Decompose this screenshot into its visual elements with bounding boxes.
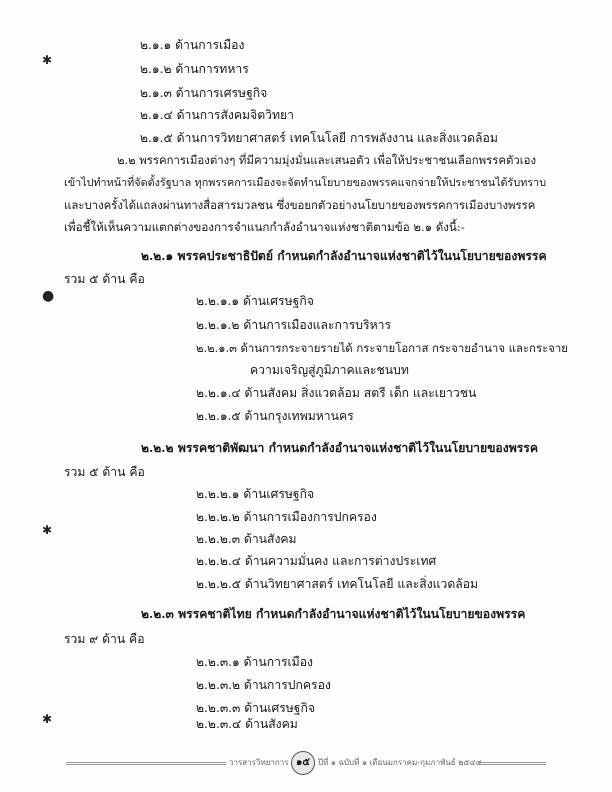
section-2-1-4: ๒.๑.๔ ด้านการสังคมจิตวิทยา	[140, 108, 294, 122]
item-2-2-3-1: ๒.๒.๓.๑ ด้านการเมือง	[196, 655, 313, 669]
footer-rule-left	[66, 762, 226, 765]
footer-rule-right	[478, 762, 546, 765]
footer-issue: ปีที่ ๑ ฉบับที่ ๑ เดือนมกราคม-กุมภาพันธ์ ๒๕๔๔	[318, 758, 482, 767]
page-number: ๑๕	[291, 751, 315, 775]
item-2-2-1-4: ๒.๒.๑.๔ ด้านสังคม สิ่งแวดล้อม สตรี เด็ก และเยาวชน	[196, 386, 477, 400]
item-2-2-2-4: ๒.๒.๒.๔ ด้านความมั่นคง และการต่างประเทศ	[196, 554, 437, 568]
section-2-2-1-heading: ๒.๒.๑ พรรคประชาธิปัตย์ กำหนดกำลังอำนาจแห่งชาติไว้ในนโยบายของพรรค	[141, 249, 547, 263]
punch-mark-icon: ✱	[42, 523, 53, 537]
item-2-2-3-4: ๒.๒.๓.๔ ด้านสังคม	[196, 717, 298, 731]
item-2-2-1-2: ๒.๒.๑.๒ ด้านการเมืองและการบริหาร	[196, 318, 392, 332]
section-2-2-3-count: รวม ๙ ด้าน คือ	[64, 632, 145, 646]
punch-mark-icon: ✱	[42, 712, 53, 726]
item-2-2-1-5: ๒.๒.๑.๕ ด้านกรุงเทพมหานคร	[196, 409, 354, 423]
punch-mark-icon: ●	[42, 288, 55, 304]
item-2-2-1-3: ๒.๒.๑.๓ ด้านการกระจายรายได้ กระจายโอกาส กระจายอำนาจ และกระจาย	[196, 341, 568, 355]
section-2-1-2: ๒.๑.๒ ด้านการทหาร	[140, 62, 249, 76]
item-2-2-2-2: ๒.๒.๒.๒ ด้านการเมืองการปกครอง	[196, 510, 377, 524]
section-2-2-2-heading: ๒.๒.๒ พรรคชาติพัฒนา กำหนดกำลังอำนาจแห่งชาติไว้ในนโยบายของพรรค	[141, 441, 538, 455]
punch-mark-icon: ✱	[42, 53, 53, 67]
section-2-2-3-heading: ๒.๒.๓ พรรคชาติไทย กำหนดกำลังอำนาจแห่งชาติไว้ในนโยบายของพรรค	[141, 607, 526, 621]
para-2-2-line3: และบางครั้งได้แถลงผ่านทางสื่อสารมวลชน ซึ่งขอยกตัวอย่างนโยบายของพรรคการเมืองบางพรรค	[64, 198, 536, 212]
item-2-2-1-1: ๒.๒.๑.๑ ด้านเศรษฐกิจ	[196, 294, 314, 308]
section-2-1-3: ๒.๑.๓ ด้านการเศรษฐกิจ	[140, 86, 268, 100]
footer-journal: วารสารวิทยาการ	[229, 758, 289, 767]
item-2-2-1-3-cont: ความเจริญสู่ภูมิภาคและชนบท	[250, 363, 409, 377]
para-2-2-line2: เข้าไปทำหน้าที่จัดตั้งรัฐบาล ทุกพรรคการเมืองจะจัดทำนโยบายของพรรคแจกจ่ายให้ประชาชนได้รับทราบ	[64, 176, 547, 189]
para-2-2-line1: ๒.๒ พรรคการเมืองต่างๆ ที่มีความมุ่งมั่นและเสนอตัว เพื่อให้ประชาชนเลือกพรรคตัวเอง	[117, 153, 537, 167]
item-2-2-3-3: ๒.๒.๓.๓ ด้านเศรษฐกิจ	[196, 701, 316, 715]
item-2-2-2-3: ๒.๒.๒.๓ ด้านสังคม	[196, 532, 297, 546]
section-2-1-1: ๒.๑.๑ ด้านการเมือง	[140, 38, 245, 52]
section-2-1-5: ๒.๑.๕ ด้านการวิทยาศาสตร์ เทคโนโลยี การพลังงาน และสิ่งแวดล้อม	[140, 131, 498, 145]
item-2-2-3-2: ๒.๒.๓.๒ ด้านการปกครอง	[196, 678, 331, 692]
item-2-2-2-1: ๒.๒.๒.๑ ด้านเศรษฐกิจ	[196, 487, 315, 501]
para-2-2-line4: เพื่อชี้ให้เห็นความแตกต่างของการจำแนกกำลังอำนาจแห่งชาติตามข้อ ๒.๑ ดังนี้:-	[64, 220, 465, 234]
item-2-2-2-5: ๒.๒.๒.๕ ด้านวิทยาศาสตร์ เทคโนโลยี และสิ่งแวดล้อม	[196, 577, 479, 591]
section-2-2-1-count: รวม ๕ ด้าน คือ	[64, 272, 145, 286]
section-2-2-2-count: รวม ๕ ด้าน คือ	[64, 465, 145, 479]
